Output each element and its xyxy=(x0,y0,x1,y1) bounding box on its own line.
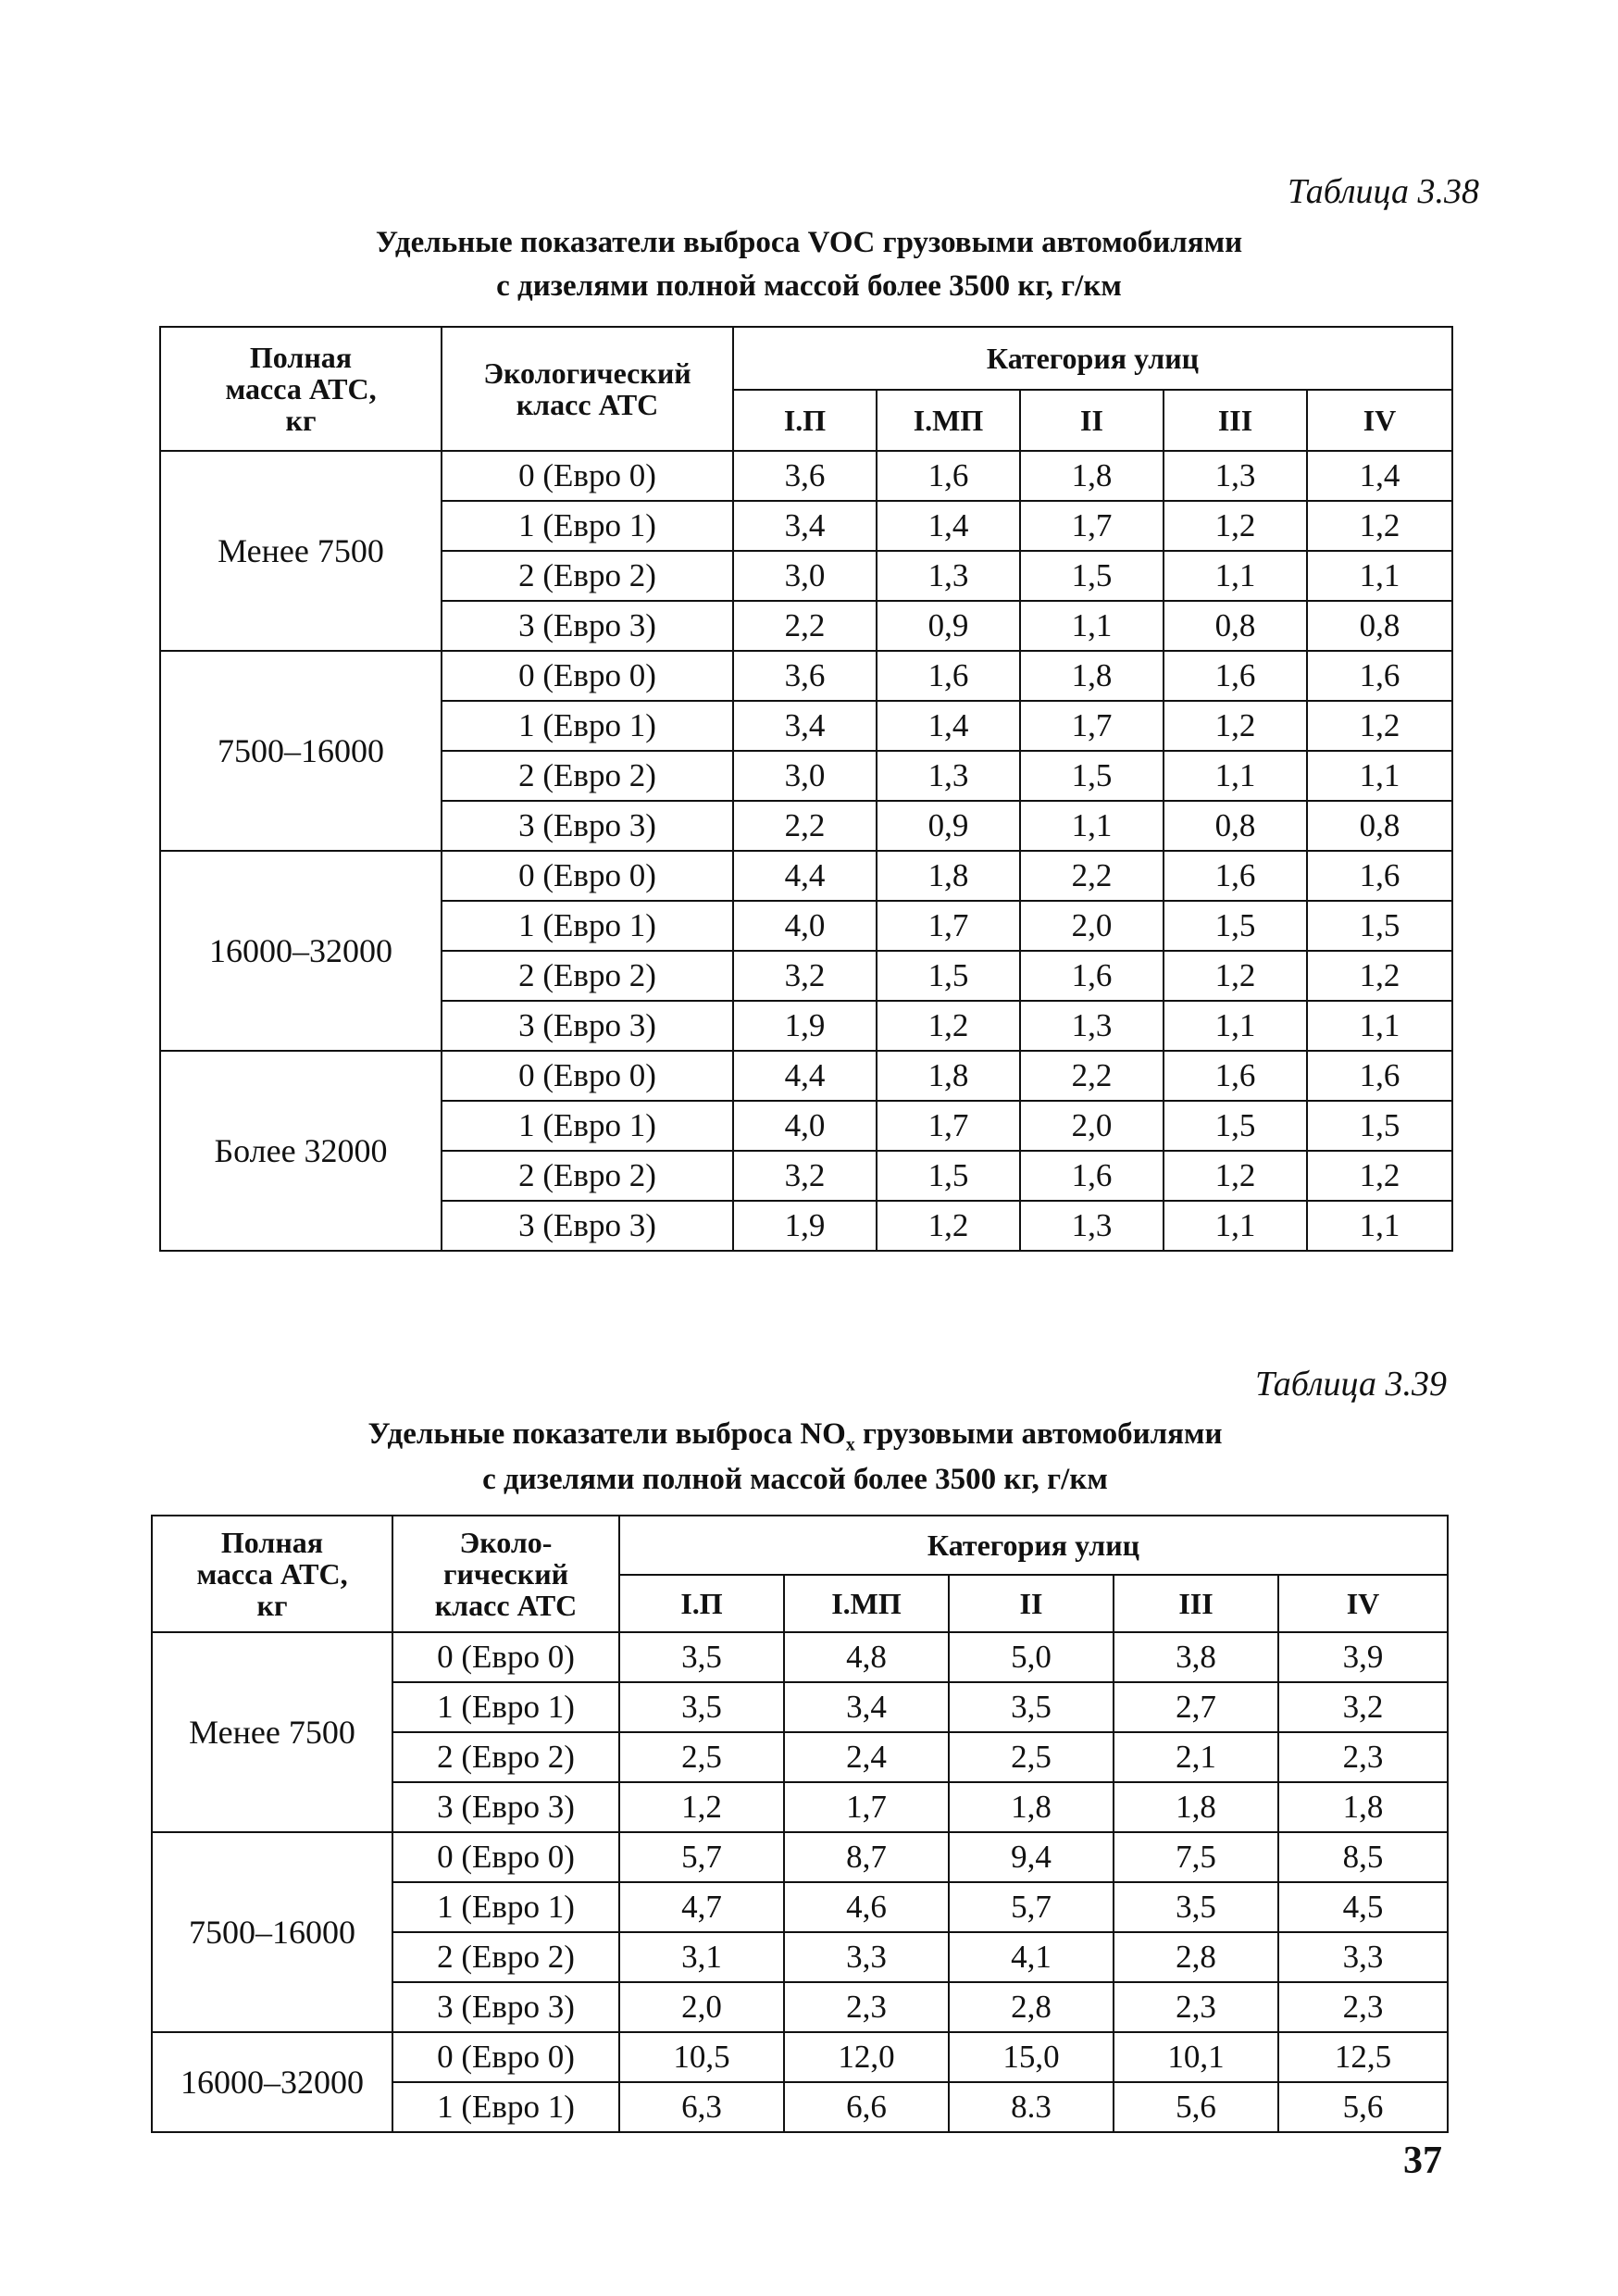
table-title xyxy=(0,222,1618,263)
value-cell: 1,2 xyxy=(1164,951,1307,1001)
value-cell: 0,8 xyxy=(1307,601,1452,651)
value-cell: 6,6 xyxy=(784,2082,949,2132)
mass-group-cell: 7500–16000 xyxy=(160,651,442,851)
value-cell: 7,5 xyxy=(1114,1832,1278,1882)
value-cell: 4,4 xyxy=(733,851,877,901)
value-cell: 4,7 xyxy=(619,1882,784,1932)
eco-class-cell: 1 (Евро 1) xyxy=(442,1101,733,1151)
value-cell: 2,8 xyxy=(1114,1932,1278,1982)
table-title-line1: Удельные показатели выброса NO xyxy=(367,1417,846,1451)
table-row xyxy=(160,1051,1452,1101)
eco-class-cell: 1 (Евро 1) xyxy=(442,701,733,751)
nox-emissions-table xyxy=(151,1515,1449,2133)
value-cell: 3,8 xyxy=(1114,1632,1278,1682)
value-cell: 1,3 xyxy=(1020,1201,1164,1251)
value-cell: 1,3 xyxy=(877,551,1020,601)
header-eco-class: Эколо- гический класс АТС xyxy=(392,1516,619,1632)
eco-class-cell: 1 (Евро 1) xyxy=(392,1882,619,1932)
value-cell: 15,0 xyxy=(949,2032,1114,2082)
value-cell: 1,5 xyxy=(877,1151,1020,1201)
value-cell: 1,7 xyxy=(1020,501,1164,551)
eco-class-cell: 2 (Евро 2) xyxy=(442,751,733,801)
value-cell: 1,6 xyxy=(1164,851,1307,901)
mass-group-cell: Менее 7500 xyxy=(152,1632,392,1832)
value-cell: 1,5 xyxy=(1307,901,1452,951)
value-cell: 1,3 xyxy=(1020,1001,1164,1051)
value-cell: 1,7 xyxy=(877,901,1020,951)
value-cell: 6,3 xyxy=(619,2082,784,2132)
header-col-1: I.П xyxy=(619,1575,784,1632)
table-row xyxy=(152,1832,1448,1882)
value-cell: 1,1 xyxy=(1307,551,1452,601)
value-cell: 1,5 xyxy=(1307,1101,1452,1151)
value-cell: 5,0 xyxy=(949,1632,1114,1682)
value-cell: 1,8 xyxy=(877,1051,1020,1101)
voc-emissions-table xyxy=(159,326,1453,1252)
value-cell: 2,2 xyxy=(1020,851,1164,901)
value-cell: 1,5 xyxy=(1020,551,1164,601)
value-cell: 2,2 xyxy=(733,801,877,851)
eco-class-cell: 0 (Евро 0) xyxy=(392,2032,619,2082)
value-cell: 4,4 xyxy=(733,1051,877,1101)
mass-group-cell: Менее 7500 xyxy=(160,451,442,651)
value-cell: 4,5 xyxy=(1278,1882,1448,1932)
eco-class-cell: 2 (Евро 2) xyxy=(442,951,733,1001)
value-cell: 1,4 xyxy=(1307,451,1452,501)
value-cell: 3,0 xyxy=(733,551,877,601)
value-cell: 5,7 xyxy=(949,1882,1114,1932)
value-cell: 1,1 xyxy=(1307,751,1452,801)
table-row xyxy=(152,1632,1448,1682)
eco-class-cell: 1 (Евро 1) xyxy=(392,1682,619,1732)
eco-class-cell: 3 (Евро 3) xyxy=(442,801,733,851)
value-cell: 1,2 xyxy=(1307,1151,1452,1201)
value-cell: 2,2 xyxy=(733,601,877,651)
eco-class-cell: 0 (Евро 0) xyxy=(392,1632,619,1682)
value-cell: 3,5 xyxy=(619,1682,784,1732)
value-cell: 8.3 xyxy=(949,2082,1114,2132)
value-cell: 3,0 xyxy=(733,751,877,801)
header-col-4: III xyxy=(1114,1575,1278,1632)
value-cell: 1,2 xyxy=(877,1001,1020,1051)
table-subtitle xyxy=(0,266,1618,306)
header-col-3: II xyxy=(1020,390,1164,451)
header-col-3: II xyxy=(949,1575,1114,1632)
eco-class-cell: 3 (Евро 3) xyxy=(392,1982,619,2032)
value-cell: 2,5 xyxy=(949,1732,1114,1782)
value-cell: 2,0 xyxy=(1020,1101,1164,1151)
value-cell: 1,2 xyxy=(1164,701,1307,751)
value-cell: 5,6 xyxy=(1278,2082,1448,2132)
value-cell: 4,8 xyxy=(784,1632,949,1682)
value-cell: 1,6 xyxy=(877,451,1020,501)
header-category: Категория улиц xyxy=(733,327,1452,390)
eco-class-cell: 0 (Евро 0) xyxy=(442,651,733,701)
value-cell: 3,3 xyxy=(1278,1932,1448,1982)
value-cell: 1,6 xyxy=(1164,1051,1307,1101)
value-cell: 1,5 xyxy=(1020,751,1164,801)
value-cell: 2,7 xyxy=(1114,1682,1278,1732)
value-cell: 10,5 xyxy=(619,2032,784,2082)
value-cell: 1,1 xyxy=(1164,551,1307,601)
value-cell: 1,2 xyxy=(1307,951,1452,1001)
value-cell: 1,2 xyxy=(1164,501,1307,551)
value-cell: 1,6 xyxy=(1307,1051,1452,1101)
value-cell: 1,6 xyxy=(1164,651,1307,701)
value-cell: 3,5 xyxy=(1114,1882,1278,1932)
value-cell: 3,2 xyxy=(1278,1682,1448,1732)
value-cell: 1,3 xyxy=(877,751,1020,801)
header-col-5: IV xyxy=(1307,390,1452,451)
header-category: Категория улиц xyxy=(619,1516,1448,1575)
value-cell: 10,1 xyxy=(1114,2032,1278,2082)
header-mass: Полная масса АТС, кг xyxy=(160,327,442,451)
table-title-line2: с дизелями полной массой более 3500 кг, г/км xyxy=(496,269,1122,303)
value-cell: 1,8 xyxy=(1020,651,1164,701)
value-cell: 3,4 xyxy=(733,701,877,751)
value-cell: 3,2 xyxy=(733,951,877,1001)
value-cell: 2,5 xyxy=(619,1732,784,1782)
eco-class-cell: 2 (Евро 2) xyxy=(392,1732,619,1782)
value-cell: 1,5 xyxy=(1164,1101,1307,1151)
value-cell: 1,9 xyxy=(733,1201,877,1251)
table-title xyxy=(0,1414,1604,1466)
eco-class-cell: 0 (Евро 0) xyxy=(442,851,733,901)
value-cell: 2,3 xyxy=(784,1982,949,2032)
value-cell: 4,6 xyxy=(784,1882,949,1932)
value-cell: 2,1 xyxy=(1114,1732,1278,1782)
table-title-subscript: x xyxy=(845,1434,855,1455)
value-cell: 12,0 xyxy=(784,2032,949,2082)
value-cell: 1,6 xyxy=(1020,1151,1164,1201)
value-cell: 3,5 xyxy=(619,1632,784,1682)
value-cell: 0,9 xyxy=(877,601,1020,651)
eco-class-cell: 2 (Евро 2) xyxy=(442,551,733,601)
eco-class-cell: 3 (Евро 3) xyxy=(392,1782,619,1832)
value-cell: 1,8 xyxy=(1020,451,1164,501)
eco-class-cell: 2 (Евро 2) xyxy=(392,1932,619,1982)
mass-group-cell: Более 32000 xyxy=(160,1051,442,1251)
value-cell: 12,5 xyxy=(1278,2032,1448,2082)
mass-group-cell: 16000–32000 xyxy=(160,851,442,1051)
value-cell: 1,3 xyxy=(1164,451,1307,501)
value-cell: 1,7 xyxy=(877,1101,1020,1151)
mass-group-cell: 16000–32000 xyxy=(152,2032,392,2132)
value-cell: 0,9 xyxy=(877,801,1020,851)
value-cell: 4,1 xyxy=(949,1932,1114,1982)
value-cell: 1,5 xyxy=(877,951,1020,1001)
eco-class-cell: 1 (Евро 1) xyxy=(392,2082,619,2132)
value-cell: 8,7 xyxy=(784,1832,949,1882)
value-cell: 1,6 xyxy=(1307,851,1452,901)
value-cell: 0,8 xyxy=(1164,801,1307,851)
value-cell: 4,0 xyxy=(733,1101,877,1151)
table-subtitle xyxy=(0,1459,1604,1500)
eco-class-cell: 0 (Евро 0) xyxy=(392,1832,619,1882)
value-cell: 1,4 xyxy=(877,501,1020,551)
value-cell: 1,8 xyxy=(877,851,1020,901)
value-cell: 3,9 xyxy=(1278,1632,1448,1682)
value-cell: 3,2 xyxy=(733,1151,877,1201)
value-cell: 3,6 xyxy=(733,451,877,501)
header-eco-class: Экологический класс АТС xyxy=(442,327,733,451)
value-cell: 1,6 xyxy=(877,651,1020,701)
value-cell: 4,0 xyxy=(733,901,877,951)
header-col-2: I.МП xyxy=(877,390,1020,451)
table-row xyxy=(160,651,1452,701)
eco-class-cell: 1 (Евро 1) xyxy=(442,901,733,951)
value-cell: 5,7 xyxy=(619,1832,784,1882)
value-cell: 3,6 xyxy=(733,651,877,701)
table-row xyxy=(160,451,1452,501)
value-cell: 1,2 xyxy=(619,1782,784,1832)
table-title-line1: Удельные показатели выброса VOC грузовыми автомобилями xyxy=(375,226,1243,259)
value-cell: 1,2 xyxy=(877,1201,1020,1251)
eco-class-cell: 0 (Евро 0) xyxy=(442,451,733,501)
value-cell: 3,1 xyxy=(619,1932,784,1982)
value-cell: 2,3 xyxy=(1278,1732,1448,1782)
eco-class-cell: 3 (Евро 3) xyxy=(442,1201,733,1251)
table-row xyxy=(152,2032,1448,2082)
value-cell: 0,8 xyxy=(1307,801,1452,851)
value-cell: 1,1 xyxy=(1307,1201,1452,1251)
value-cell: 1,7 xyxy=(1020,701,1164,751)
value-cell: 1,2 xyxy=(1307,701,1452,751)
value-cell: 2,2 xyxy=(1020,1051,1164,1101)
value-cell: 1,9 xyxy=(733,1001,877,1051)
eco-class-cell: 3 (Евро 3) xyxy=(442,601,733,651)
value-cell: 1,1 xyxy=(1164,751,1307,801)
value-cell: 5,6 xyxy=(1114,2082,1278,2132)
value-cell: 1,6 xyxy=(1307,651,1452,701)
eco-class-cell: 2 (Евро 2) xyxy=(442,1151,733,1201)
value-cell: 2,0 xyxy=(1020,901,1164,951)
value-cell: 1,8 xyxy=(1278,1782,1448,1832)
value-cell: 1,1 xyxy=(1164,1201,1307,1251)
value-cell: 1,2 xyxy=(1307,501,1452,551)
value-cell: 2,4 xyxy=(784,1732,949,1782)
value-cell: 3,5 xyxy=(949,1682,1114,1732)
header-mass: Полная масса АТС, кг xyxy=(152,1516,392,1632)
value-cell: 2,3 xyxy=(1278,1982,1448,2032)
header-col-4: III xyxy=(1164,390,1307,451)
table-label: Таблица 3.38 xyxy=(1288,172,1479,211)
value-cell: 1,5 xyxy=(1164,901,1307,951)
value-cell: 8,5 xyxy=(1278,1832,1448,1882)
value-cell: 3,4 xyxy=(784,1682,949,1732)
value-cell: 1,6 xyxy=(1020,951,1164,1001)
value-cell: 1,7 xyxy=(784,1782,949,1832)
value-cell: 1,2 xyxy=(1164,1151,1307,1201)
header-col-5: IV xyxy=(1278,1575,1448,1632)
value-cell: 1,8 xyxy=(949,1782,1114,1832)
value-cell: 1,8 xyxy=(1114,1782,1278,1832)
value-cell: 1,1 xyxy=(1020,801,1164,851)
value-cell: 0,8 xyxy=(1164,601,1307,651)
table-title-line2: с дизелями полной массой более 3500 кг, г/км xyxy=(482,1463,1108,1496)
value-cell: 1,4 xyxy=(877,701,1020,751)
mass-group-cell: 7500–16000 xyxy=(152,1832,392,2032)
value-cell: 2,3 xyxy=(1114,1982,1278,2032)
header-col-2: I.МП xyxy=(784,1575,949,1632)
eco-class-cell: 1 (Евро 1) xyxy=(442,501,733,551)
value-cell: 1,1 xyxy=(1020,601,1164,651)
page-number: 37 xyxy=(1403,2140,1442,2182)
table-row xyxy=(160,851,1452,901)
value-cell: 1,1 xyxy=(1164,1001,1307,1051)
value-cell: 2,0 xyxy=(619,1982,784,2032)
value-cell: 9,4 xyxy=(949,1832,1114,1882)
value-cell: 3,3 xyxy=(784,1932,949,1982)
table-title-line1-end: грузовыми автомобилями xyxy=(854,1417,1223,1451)
eco-class-cell: 0 (Евро 0) xyxy=(442,1051,733,1101)
header-col-1: I.П xyxy=(733,390,877,451)
value-cell: 3,4 xyxy=(733,501,877,551)
value-cell: 2,8 xyxy=(949,1982,1114,2032)
value-cell: 1,1 xyxy=(1307,1001,1452,1051)
eco-class-cell: 3 (Евро 3) xyxy=(442,1001,733,1051)
table-label: Таблица 3.39 xyxy=(1255,1365,1447,1404)
